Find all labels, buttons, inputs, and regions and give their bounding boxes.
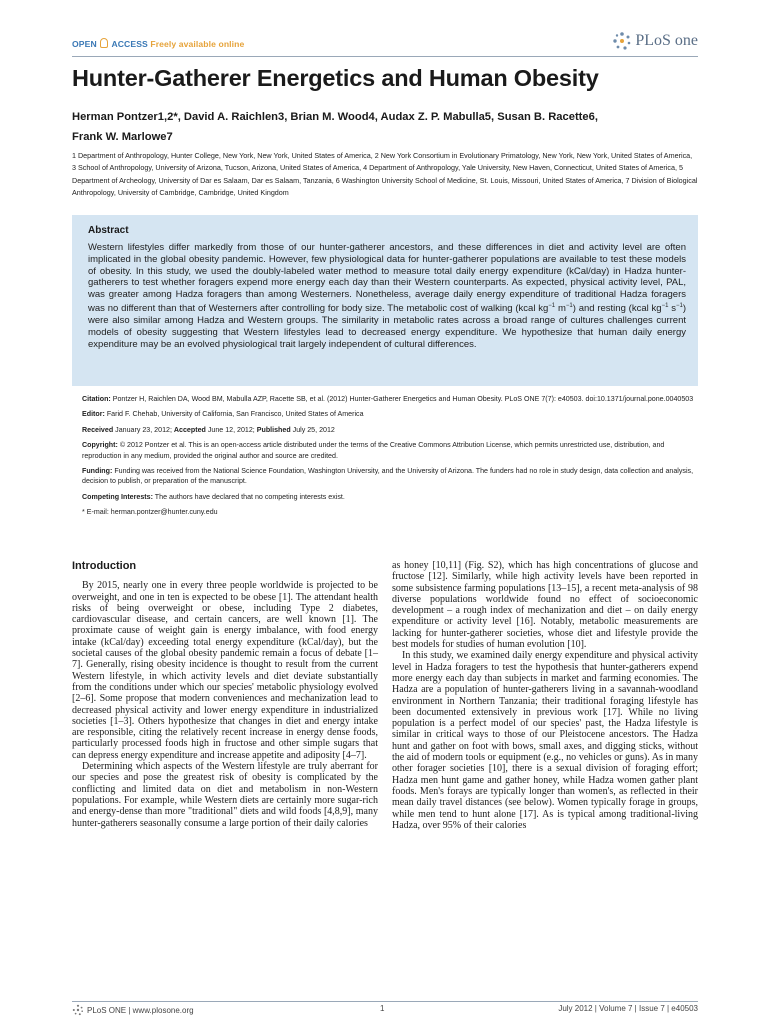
copyright-text: © 2012 Pontzer et al. This is an open-access article distributed under the terms of the Creative Commons Attribution License, which permits unrestricted use, distribution, and reproduction in any medium, provided the original author and source are credited. — [82, 441, 665, 460]
citation — [82, 394, 694, 404]
competing-interests — [82, 492, 694, 502]
page-footer — [72, 1004, 698, 1018]
footer-divider — [72, 1001, 698, 1002]
received-label: Received — [82, 425, 114, 434]
body-paragraph: By 2015, nearly one in every three people worldwide is projected to be overweight, and one in ten is expected to be obese [1]. The attendant health risks of being overweight or obese, including Type 2 diabetes, cardiovascular disease, and certain cancers, are well known [1]. The proximate cause of weight gain is energy imbalance, with food energy intake (kCal/day) exceeding total energy expenditure (kCal/day), but the societal causes of the global obesity pandemic remain a focus of debate [1–7]. Generally, rising obesity incidence is thought to result from the current Western lifestyle, in which activity levels and diet deviate substantially from the conditions under which our species' metabolic physiology evolved [2–6]. Some propose that modern conveniences and mechanization lead to decreased physical activity and lower energy expenditure in industrialized societies [1–3]. Others hypothesize that changes in diet and energy intake are responsible, citing the relatively recent increase in energy dense foods, particularly processed foods high in fructose and other simple sugars that can depress energy expenditure and increase appetite and adiposity [4–7]. — [72, 580, 378, 761]
accepted-label: Accepted — [173, 425, 206, 434]
abstract-text — [88, 242, 686, 350]
editor-label: Editor: — [82, 410, 105, 419]
abstract-heading: Abstract — [88, 225, 129, 236]
page-number: 1 — [380, 1004, 385, 1013]
affiliations: 1 Department of Anthropology, Hunter College, New York, New York, United States of America, 2 New York Consortium in Evolutionary Primatology, New York, New York, United States of America, 3 School of Anthropology, University of Arizona, Tucson, Arizona, United States of America, 4 Department of Anthropology, Yale University, New Haven, Connecticut, United States of America, 5 Department of Archeology, University of Dar es Salaam, Dar es Salaam, Tanzania, 6 Washington University School of Medicine, St. Louis, Missouri, United States of America, 7 Division of Biological Anthropology, University of Cambridge, Cambridge, United Kingdom — [72, 151, 698, 198]
published-date: July 25, 2012 — [292, 425, 335, 434]
editor-text: Farid F. Chehab, University of California, San Francisco, United States of America — [106, 410, 364, 419]
citation-text[interactable]: Pontzer H, Raichlen DA, Wood BM, Mabulla AZP, Racette SB, et al. (2012) Hunter-Gatherer Energetics and Human Obesity. PLoS ONE 7(7): e40503. doi:10.1371/journal.pone.0040503 — [112, 395, 694, 403]
introduction-heading: Introduction — [72, 560, 137, 572]
superscript: −1 — [675, 302, 683, 309]
funding-text: Funding was received from the National Science Foundation, Washington University, and the University of Arizona. The funders had no role in study design, data collection and analysis, decision to publish, or preparation of the manuscript. — [82, 467, 694, 486]
plos-wordmark: PLoS one — [635, 32, 698, 49]
body-paragraph: In this study, we examined daily energy expenditure and physical activity level in Hadza foragers to test the hypothesis that hunter-gatherers expend more energy each day than subjects in market and farming economies. The Hadza are a population of hunter-gatherers living in a savannah-woodland environment in Northern Tanzania; their traditional foraging lifestyle has been documented extensively in previous work [17]. While no living population is a perfect model of our species' past, the Hadza lifestyle is similar in critical ways to those of our Pleistocene ancestors. The Hadza hunt and gather on foot with bows, small axes, and digging sticks, without the aid of modern tools or equipment (e.g., no vehicles or guns). As in many other forager societies [10], there is a sexual division of foraging effort; Hadza men hunt game and gather honey, while Hadza women gather plant foods. Men's forays are typically longer than women's, as reflected in their mean daily travel distances (see below). Women typically forage in groups, while men tend to hunt alone [17]. As is typical among traditional-living Hadza, over 95% of their calories — [392, 650, 698, 831]
open-access-suffix: ACCESS — [111, 39, 148, 49]
plos-one-logo — [612, 30, 698, 52]
body-column-left — [72, 561, 378, 829]
copyright-label: Copyright: — [82, 441, 118, 450]
abstract-box — [72, 215, 698, 386]
authors-line-1: Herman Pontzer1,2*, David A. Raichlen3, Brian M. Wood4, Audax Z. P. Mabulla5, Susan B. Racette6, — [72, 111, 598, 123]
freely-available-text: Freely available online — [150, 39, 245, 49]
superscript: −1 — [548, 302, 556, 309]
superscript: −1 — [661, 302, 669, 309]
citation-label: Citation: — [82, 395, 111, 403]
article-title: Hunter-Gatherer Energetics and Human Obesity — [72, 65, 599, 91]
funding — [82, 466, 694, 487]
received-date: January 23, 2012; — [115, 425, 172, 434]
editor — [82, 409, 694, 419]
superscript: −1 — [565, 302, 573, 309]
abstract-text-part-1: Western lifestyles differ markedly from those of our hunter-gatherer ancestors, and these differences in diet and activity level are often implicated in the global obesity pandemic. However, few physiological data for hunter-gatherer populations are available to test these models of obesity. In this study, we used the doubly-labeled water method to measure total daily energy expenditure (kCal/day) in Hadza hunter-gatherers to test whether foragers expend more energy each day than their Western counterparts. As expected, physical activity level, PAL, was greater among Hadza foragers than among Westerners. Nonetheless, average daily energy expenditure of traditional Hadza foragers was no different than that of Westerners after controlling for body size. The metabolic cost of walking (kcal kg — [88, 242, 686, 315]
abstract-text-part-4: s — [668, 303, 676, 315]
journal-site-link[interactable]: PLoS ONE | www.plosone.org — [87, 1005, 194, 1015]
competing-label: Competing Interests: — [82, 492, 153, 501]
accepted-date: June 12, 2012; — [207, 425, 255, 434]
dates — [82, 425, 694, 435]
plos-dots-icon — [72, 1004, 84, 1016]
corresponding-email[interactable]: * E-mail: herman.pontzer@hunter.cuny.edu — [82, 508, 218, 517]
published-label: Published — [256, 425, 291, 434]
open-access-label — [72, 38, 244, 49]
header-divider — [72, 56, 698, 57]
body-column-right — [392, 560, 698, 831]
footer-journal — [72, 1004, 194, 1016]
open-access-prefix: OPEN — [72, 39, 97, 49]
author-list — [72, 107, 698, 147]
competing-text: The authors have declared that no competing interests exist. — [154, 492, 345, 501]
open-lock-icon — [100, 38, 108, 48]
issue-info: July 2012 | Volume 7 | Issue 7 | e40503 — [558, 1004, 698, 1013]
authors-line-2: Frank W. Marlowe7 — [72, 131, 173, 143]
funding-label: Funding: — [82, 467, 113, 476]
abstract-text-part-2: m — [555, 303, 566, 315]
article-metadata — [82, 394, 694, 523]
copyright — [82, 440, 694, 461]
abstract-text-part-5: ) were also similar among Hadza and Western groups. The similarity in metabolic rates across a broad range of cultures challenges current models of obesity suggesting that Western lifestyles lead to decreased energy expenditure. We hypothesize that human daily energy expenditure may be an evolved physiological trait largely independent of cultural differences. — [88, 303, 686, 350]
plos-dots-icon — [612, 31, 632, 51]
abstract-text-part-3: ) and resting (kcal kg — [572, 303, 662, 315]
body-paragraph: as honey [10,11] (Fig. S2), which has high concentrations of glucose and fructose [12]. Similarly, while high activity levels have been reported in some subsistence farming populations [13–15], a recent meta-analysis of 98 diverse populations worldwide found no effect of socioeconomic development – a rough index of mechanization and diet – on daily energy expenditure or activity level [16]. Notably, metabolic measurements are lacking for hunter-gatherer societies, whose diet and lifestyle provide the best models for studies of human evolution [10]. — [392, 560, 698, 651]
body-paragraph: Determining which aspects of the Western lifestyle are truly aberrant for our species and pose the greatest risk of obesity is complicated by the conflicting and limited data on diet and metabolism in non-Western populations. For example, while Western diets are certainly more sugar-rich and energy-dense than more "traditional" diets and wild foods [4,8,9], many hunter-gatherers seasonally consume a large portion of their daily calories — [72, 761, 378, 829]
